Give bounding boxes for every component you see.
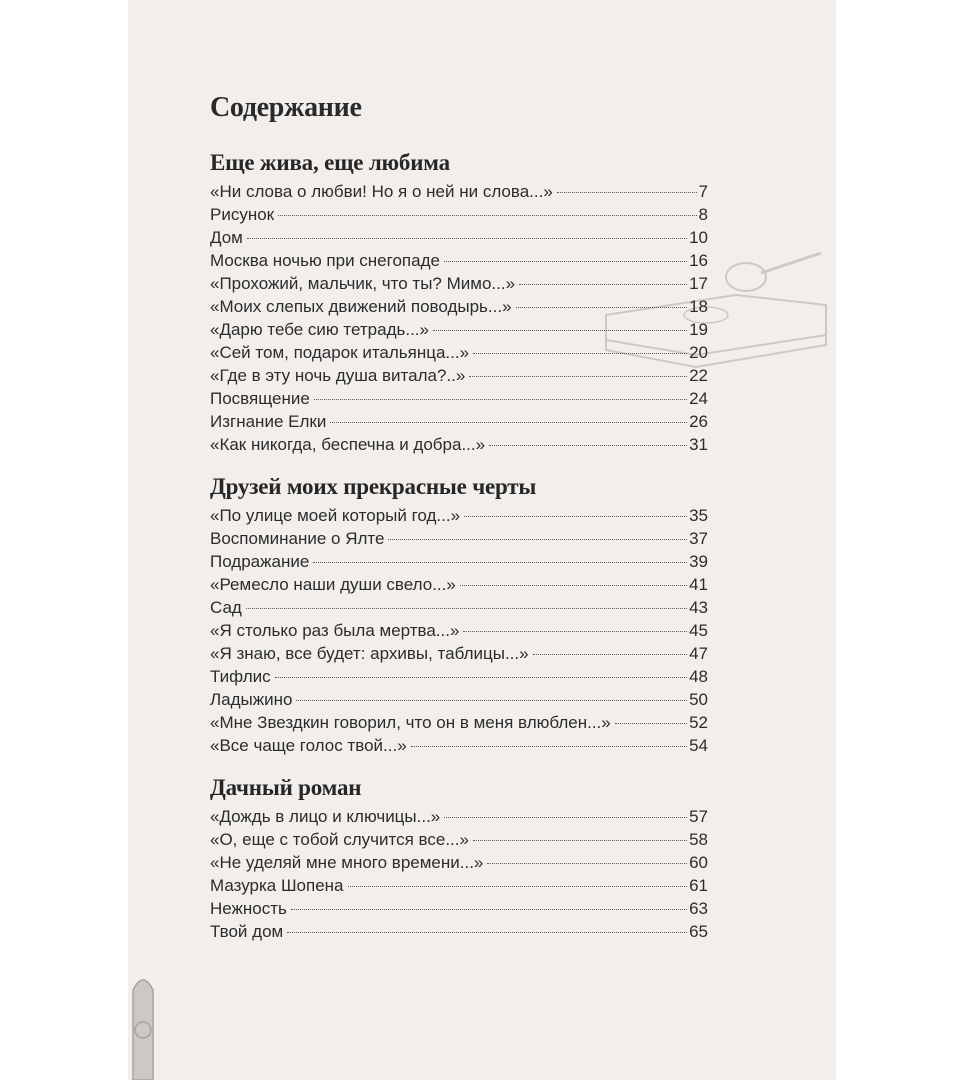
entry-title: Сад (210, 598, 242, 617)
dot-leader (296, 700, 687, 701)
entry-title: «Сей том, подарок итальянца...» (210, 343, 470, 362)
toc-entry (210, 851, 708, 874)
page-number: 63 (689, 899, 708, 918)
toc-entry (210, 433, 708, 456)
dot-leader (278, 215, 696, 216)
toc-entry (210, 642, 708, 665)
toc-entry (210, 295, 708, 318)
entry-title: Москва ночью при снегопаде (210, 251, 440, 270)
dot-leader (469, 376, 687, 377)
page-number: 26 (689, 412, 708, 431)
toc-entry (210, 828, 708, 851)
toc-section (210, 775, 708, 943)
page-number: 47 (689, 644, 708, 663)
dot-leader (516, 307, 688, 308)
page-number: 57 (689, 807, 708, 826)
toc-entry (210, 387, 708, 410)
entry-title: «Мне Звездкин говорил, что он в меня влюблен...» (210, 713, 611, 732)
page-number: 18 (689, 297, 708, 316)
page-number: 22 (689, 366, 708, 385)
entry-title: Изгнание Елки (210, 412, 327, 431)
page-number: 8 (698, 205, 708, 224)
dot-leader (463, 631, 687, 632)
entry-title: «Ремесло наши души свело...» (210, 575, 456, 594)
entry-title: Нежность (210, 899, 287, 918)
dot-leader (314, 399, 687, 400)
entry-title: Подражание (210, 552, 310, 571)
dot-leader (388, 539, 687, 540)
page-number: 61 (689, 876, 708, 895)
dot-leader (275, 677, 687, 678)
section-title: Дачный роман (210, 775, 362, 800)
dot-leader (444, 817, 687, 818)
toc-entry (210, 527, 708, 550)
page-number: 19 (689, 320, 708, 339)
entry-title: Посвящение (210, 389, 310, 408)
book-page (128, 0, 836, 1080)
dot-leader (615, 723, 687, 724)
page-number: 35 (689, 506, 708, 525)
entry-title: Мазурка Шопена (210, 876, 344, 895)
dot-leader (460, 585, 687, 586)
page-number: 50 (689, 690, 708, 709)
toc-entry (210, 897, 708, 920)
page-number: 54 (689, 736, 708, 755)
toc-entry (210, 920, 708, 943)
dot-leader (464, 516, 687, 517)
entry-title: «Дождь в лицо и ключицы...» (210, 807, 441, 826)
toc-entry (210, 573, 708, 596)
toc-entry (210, 410, 708, 433)
page-number: 10 (689, 228, 708, 247)
toc-sections (210, 150, 708, 943)
entry-title: Твой дом (210, 922, 284, 941)
page-number: 16 (689, 251, 708, 270)
entry-title: «Я знаю, все будет: архивы, таблицы...» (210, 644, 529, 663)
dot-leader (291, 909, 687, 910)
page-number: 24 (689, 389, 708, 408)
toc-entry (210, 504, 708, 527)
toc-entry (210, 550, 708, 573)
entry-title: «Как никогда, беспечна и добра...» (210, 435, 486, 454)
entry-title: «Все чаще голос твой...» (210, 736, 407, 755)
toc-entry (210, 226, 708, 249)
page-number: 7 (698, 182, 708, 201)
toc-section (210, 150, 708, 456)
entry-title: «Я столько раз была мертва...» (210, 621, 460, 640)
entry-title: Тифлис (210, 667, 271, 686)
toc-entry (210, 364, 708, 387)
toc-entry (210, 596, 708, 619)
dot-leader (473, 840, 687, 841)
dot-leader (433, 330, 687, 331)
table-of-contents (210, 92, 708, 961)
entry-title: «Ни слова о любви! Но я о ней ни слова...» (210, 182, 553, 201)
dot-leader (489, 445, 687, 446)
ornament-corner-icon (128, 970, 168, 1080)
dot-leader (519, 284, 687, 285)
dot-leader (313, 562, 687, 563)
toc-entry (210, 711, 708, 734)
toc-entry (210, 665, 708, 688)
toc-entry (210, 805, 708, 828)
page-number: 52 (689, 713, 708, 732)
page-number: 37 (689, 529, 708, 548)
entry-title: «Не уделяй мне много времени...» (210, 853, 484, 872)
dot-leader (348, 886, 688, 887)
toc-entry (210, 272, 708, 295)
toc-entry (210, 341, 708, 364)
page-number: 17 (689, 274, 708, 293)
entry-title: «Дарю тебе сию тетрадь...» (210, 320, 429, 339)
toc-entry (210, 203, 708, 226)
toc-entry (210, 180, 708, 203)
entry-title: Ладыжино (210, 690, 293, 709)
dot-leader (246, 608, 687, 609)
page-number: 39 (689, 552, 708, 571)
dot-leader (247, 238, 687, 239)
page-number: 45 (689, 621, 708, 640)
dot-leader (533, 654, 688, 655)
page-number: 20 (689, 343, 708, 362)
entry-title: Рисунок (210, 205, 275, 224)
entry-title: «По улице моей который год...» (210, 506, 461, 525)
toc-entry (210, 619, 708, 642)
entry-title: «Моих слепых движений поводырь...» (210, 297, 512, 316)
section-title: Друзей моих прекрасные черты (210, 474, 537, 499)
page-number: 58 (689, 830, 708, 849)
dot-leader (330, 422, 687, 423)
toc-entry (210, 318, 708, 341)
dot-leader (487, 863, 687, 864)
toc-entry (210, 688, 708, 711)
page-number: 65 (689, 922, 708, 941)
entry-title: «Где в эту ночь душа витала?..» (210, 366, 466, 385)
page-number: 48 (689, 667, 708, 686)
section-title: Еще жива, еще любима (210, 150, 450, 175)
entry-title: «О, еще с тобой случится все...» (210, 830, 469, 849)
page-number: 41 (689, 575, 708, 594)
entry-title: Дом (210, 228, 243, 247)
toc-entry (210, 874, 708, 897)
toc-entry (210, 249, 708, 272)
dot-leader (411, 746, 687, 747)
entry-title: «Прохожий, мальчик, что ты? Мимо...» (210, 274, 516, 293)
page-number: 31 (689, 435, 708, 454)
page-number: 60 (689, 853, 708, 872)
toc-heading: Содержание (210, 92, 362, 123)
dot-leader (287, 932, 687, 933)
dot-leader (557, 192, 697, 193)
entry-title: Воспоминание о Ялте (210, 529, 385, 548)
page-number: 43 (689, 598, 708, 617)
toc-entry (210, 734, 708, 757)
toc-section (210, 474, 708, 757)
dot-leader (473, 353, 687, 354)
dot-leader (444, 261, 687, 262)
